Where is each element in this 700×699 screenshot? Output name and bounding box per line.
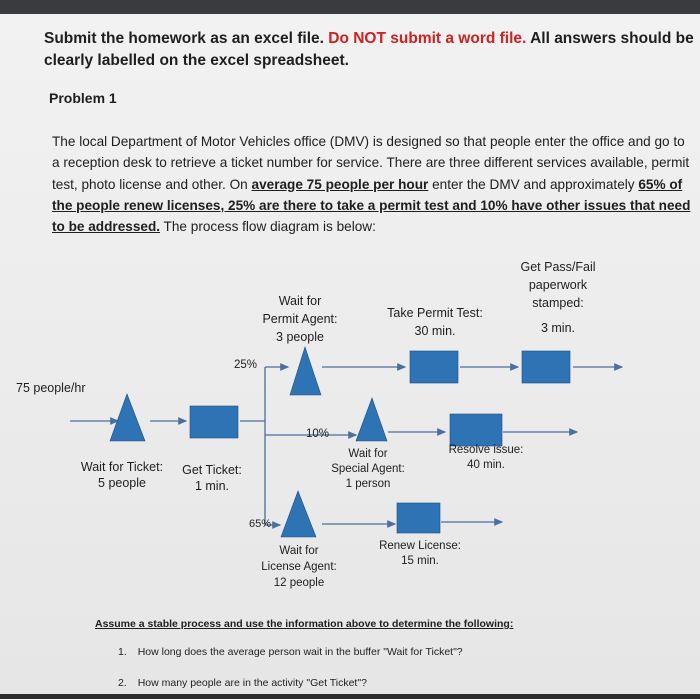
instruction-part-3: All answers should be bbox=[530, 30, 694, 47]
label-line: 5 people bbox=[98, 476, 146, 490]
question-number: 2. bbox=[118, 677, 127, 689]
renew-label bbox=[370, 539, 470, 569]
label-line: Wait for Ticket: bbox=[80, 460, 164, 474]
label-line: Wait for bbox=[279, 545, 319, 557]
label-line: Permit Agent: bbox=[262, 312, 338, 326]
permit-test-label bbox=[375, 304, 495, 340]
get-ticket-box bbox=[190, 406, 238, 438]
label-line: 30 min. bbox=[414, 324, 456, 338]
label-line: Wait for bbox=[348, 448, 388, 460]
paragraph-text-2: enter the DMV and approximately bbox=[428, 176, 639, 192]
problem-title: Problem 1 bbox=[49, 90, 117, 106]
permit-percent: 25% bbox=[234, 359, 258, 371]
label-line: Wait for bbox=[278, 294, 322, 308]
question-text: How many people are in the activity "Get Ticket"? bbox=[137, 677, 367, 689]
paragraph-emphasis-1: average 75 people per hour bbox=[251, 176, 429, 192]
instruction-part-1: Submit the homework as an excel file. bbox=[44, 30, 324, 47]
resolve-label bbox=[436, 443, 536, 473]
label-line: 1 person bbox=[345, 478, 391, 490]
arrival-rate-label: 75 people/hr bbox=[16, 381, 86, 395]
permit-test-box bbox=[410, 351, 458, 383]
label-line: 3 people bbox=[276, 330, 324, 344]
question-text: How long does the average person wait in the buffer "Wait for Ticket"? bbox=[137, 646, 463, 658]
resolve-box bbox=[450, 414, 502, 446]
label-line: Get Ticket: bbox=[182, 463, 242, 477]
label-line: 15 min. bbox=[401, 555, 439, 567]
label-line: 40 min. bbox=[467, 459, 505, 471]
instruction-warning: Do NOT submit a word file. bbox=[328, 30, 527, 47]
label-line: Get Pass/Fail bbox=[520, 260, 596, 274]
pass-fail-label bbox=[508, 258, 608, 337]
label-line: License Agent: bbox=[261, 561, 337, 573]
special-percent: 10% bbox=[306, 428, 330, 440]
wait-ticket-triangle bbox=[110, 394, 145, 441]
label-line: Special Agent: bbox=[331, 463, 405, 475]
wait-permit-label bbox=[250, 292, 350, 346]
question-number: 1. bbox=[118, 646, 127, 658]
pass-fail-box bbox=[522, 351, 570, 383]
instruction-line-2: clearly labelled on the excel spreadsheet. bbox=[44, 52, 349, 69]
paragraph-text-3: The process flow diagram is below: bbox=[160, 219, 376, 235]
wait-special-label bbox=[318, 447, 418, 492]
wait-special-triangle bbox=[356, 398, 387, 441]
label-line: 3 min. bbox=[540, 321, 576, 335]
label-line: Resolve issue: bbox=[448, 444, 524, 456]
paragraph-emphasis-2: 65% of the people renew licenses, 25% are there to take a permit test and 10% have other issues that need to be addressed. bbox=[52, 176, 691, 235]
wait-license-label bbox=[249, 543, 349, 591]
label-line: 12 people bbox=[273, 577, 325, 589]
question-1 bbox=[118, 646, 463, 658]
paragraph-text-1: The local Department of Motor Vehicles office (DMV) is designed so that people enter the office and go to a reception desk to retrieve a ticket number for service. There are three different services available, permit test, photo license and other. On bbox=[52, 134, 690, 192]
label-line: paperwork bbox=[528, 278, 588, 292]
label-line: stamped: bbox=[532, 296, 584, 310]
question-2 bbox=[118, 677, 367, 689]
bottom-edge bbox=[0, 694, 700, 699]
wait-license-triangle bbox=[281, 491, 316, 537]
renew-box bbox=[397, 503, 440, 533]
get-ticket-label bbox=[175, 462, 249, 494]
label-line: Renew License: bbox=[379, 540, 461, 552]
license-percent: 65% bbox=[249, 518, 272, 530]
label-line: Take Permit Test: bbox=[387, 306, 483, 320]
questions-intro: Assume a stable process and use the information above to determine the following: bbox=[95, 618, 514, 630]
wait-ticket-label bbox=[74, 459, 170, 491]
wait-permit-triangle bbox=[290, 347, 321, 395]
label-line: 1 min. bbox=[194, 479, 230, 493]
